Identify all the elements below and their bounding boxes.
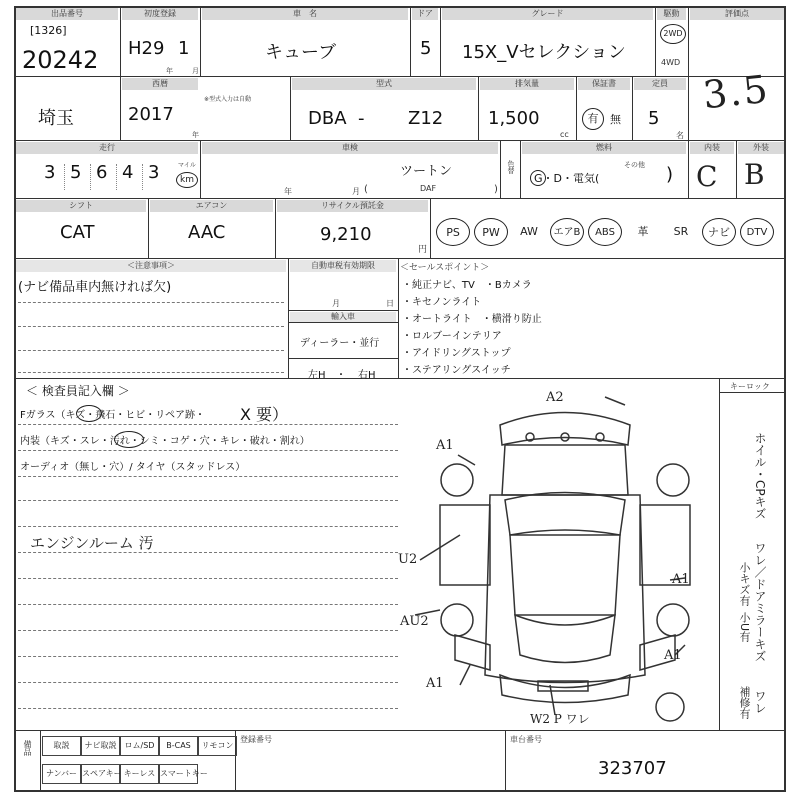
equipment-cell: キーレス	[120, 764, 159, 784]
type-label: 型式	[292, 78, 476, 90]
mileage-digit: 5	[70, 162, 82, 183]
inspect-month: 月	[352, 187, 360, 196]
seats-unit: 名	[676, 131, 684, 140]
grade-value: 15X_Vセレクション	[462, 42, 626, 63]
lot-number: 20242	[22, 46, 99, 74]
inspect-paren-open: (	[364, 184, 368, 195]
cc-value: 1,500	[488, 108, 540, 129]
type-code: Z12	[408, 108, 444, 129]
equipment-cell: スマートキー	[159, 764, 198, 784]
model-name: キューブ	[265, 42, 337, 63]
option-pw-badge: PW	[474, 218, 508, 246]
side-text-2: ワレ／ドアミラーキズ	[753, 542, 767, 662]
steer-left: 左H	[308, 370, 326, 381]
equipment-cell: 取説	[42, 736, 81, 756]
shift-value: CAT	[60, 222, 95, 243]
fuel-other: その他	[624, 161, 645, 169]
reg-month: 1	[178, 38, 190, 59]
drive-2wd-circled: 2WD	[660, 24, 686, 44]
reg-label: 初度登録	[122, 8, 198, 20]
tax-deadline-label: 自動車税有効期限	[290, 260, 396, 272]
interior-value: C	[696, 160, 718, 193]
glass-stone-circle	[76, 405, 102, 422]
fuel-close: )	[666, 164, 674, 185]
mileage-label: 走行	[16, 142, 198, 154]
option-abs-badge: ABS	[588, 218, 622, 246]
option-sr-badge: SR	[673, 225, 689, 238]
mileage-digit: 4	[122, 162, 134, 183]
tax-deadline-day: 日	[386, 299, 394, 308]
mileage-digit: 3	[148, 162, 160, 183]
interior-dirt-circle	[114, 431, 144, 448]
warranty-label: 保証書	[578, 78, 630, 90]
warranty-yes-circled: 有	[582, 108, 604, 130]
option-aw-badge: AW	[520, 225, 538, 238]
inspector-header: ＜ 検査員記入欄 ＞	[26, 384, 130, 398]
chassis-note: ※型式入力は自動	[204, 96, 252, 103]
key-lock-label: キーロック	[730, 382, 770, 391]
reg-number-label: 登録番号	[240, 735, 272, 744]
mark-au2: AU2	[400, 614, 429, 629]
recycle-unit: 円	[418, 245, 428, 255]
footer-left-col: 備品	[23, 740, 32, 756]
sales-point: ・ステアリングスイッチ	[402, 365, 511, 376]
import-label: 輸入車	[290, 312, 396, 322]
type-prefix: DBA	[308, 108, 347, 129]
equipment-cell: ロム/SD	[120, 736, 159, 756]
equipment-cell: ナビ取説	[81, 736, 120, 756]
mark-rear-bumper: W2 P ワレ	[530, 712, 590, 726]
side-text-3: 小キズ有	[738, 562, 751, 606]
mark-u2: U2	[398, 552, 418, 567]
sales-header: ＜セールスポイント＞	[400, 263, 490, 273]
import-value: ディーラー・並行	[300, 338, 380, 349]
equipment-cell: スペアキー	[81, 764, 120, 784]
sales-point: ・オートライト ・横滑り防止	[402, 314, 542, 325]
model-label: 車 名	[202, 8, 408, 20]
cc-unit: cc	[560, 130, 569, 139]
equipment-cell: ナンバー	[42, 764, 81, 784]
option-ps-badge: PS	[436, 218, 470, 246]
inspector-audio: オーディオ（無し・穴）/ タイヤ（スタッドレス）	[20, 462, 246, 473]
color-value: ツートン	[400, 164, 453, 179]
option-b-badge: エアB	[550, 218, 584, 246]
drive-label: 駆動	[657, 8, 686, 20]
notes-header: ＜注意事項＞	[16, 260, 286, 272]
chassis-number: 323707	[598, 758, 667, 779]
equipment-cell: B-CAS	[159, 736, 198, 756]
handwritten-note: エンジンルーム 汚	[30, 534, 154, 552]
inspect-label: 車検	[202, 142, 498, 154]
inspector-interior: 内装（キズ・スレ・汚れ・シミ・コゲ・穴・キレ・破れ・割れ）	[20, 436, 310, 447]
mark-a1-front-left: A1	[436, 438, 454, 453]
fuel-value: G・D・電気(	[534, 172, 600, 185]
inspect-paren-close: )	[494, 184, 498, 195]
shift-label: シフト	[16, 200, 146, 212]
warranty-no: 無	[610, 113, 621, 126]
lot-label: 出品番号	[16, 8, 118, 20]
doors-label: ドア	[412, 8, 438, 20]
doors-value: 5	[420, 38, 432, 59]
recycle-value: 9,210	[320, 224, 372, 245]
year-unit: 年	[192, 131, 199, 139]
seats-label: 定員	[634, 78, 686, 90]
year-value: 2017	[128, 104, 174, 125]
chassis-number-label: 車台番号	[510, 735, 542, 744]
mileage-km-circled: km	[176, 172, 198, 188]
ac-label: エアコン	[150, 200, 273, 212]
inspector-glass: Fガラス（キズ・飛石・ヒビ・リペア跡・	[20, 410, 206, 421]
fuel-label: 燃料	[522, 142, 686, 154]
sales-point: ・キセノンライト	[402, 297, 482, 308]
reg-era: H29	[128, 38, 165, 59]
grade-label: グレード	[442, 8, 653, 20]
mileage-mile: マイル	[178, 162, 196, 169]
reg-year-unit: 年	[166, 67, 173, 75]
recycle-label: リサイクル預託金	[277, 200, 428, 212]
notes-line1: (ナビ備品車内無ければ欠)	[18, 280, 172, 295]
seats-value: 5	[648, 108, 660, 129]
year-label: 西暦	[122, 78, 198, 90]
score-label: 評価点	[690, 8, 784, 20]
sales-point: ・アイドリングストップ	[402, 348, 511, 359]
side-text-6: 補修有	[738, 686, 751, 719]
mileage-digit: 3	[44, 162, 56, 183]
mark-a1-rear-right: A1	[664, 648, 682, 663]
side-text-4: ワレ	[753, 690, 767, 714]
option--badge: 革	[637, 225, 649, 238]
steer-dot: ・	[336, 370, 346, 381]
type-dash: -	[358, 108, 365, 129]
score-value: 3.5	[700, 66, 772, 118]
exterior-value: B	[744, 158, 765, 191]
color-sub: DAF	[420, 184, 437, 193]
steer-right: 右H	[358, 370, 376, 381]
color-side: 色替	[507, 160, 515, 174]
prefecture: 埼玉	[38, 108, 74, 129]
interior-label: 内装	[690, 142, 734, 154]
inspector-glass-mark: X 要）	[240, 405, 289, 424]
drive-4wd: 4WD	[661, 58, 681, 67]
mark-a1-right: A1	[672, 572, 690, 587]
car-damage-diagram	[400, 385, 730, 730]
tax-deadline-month: 月	[332, 299, 340, 308]
ac-value: AAC	[188, 222, 226, 243]
mark-a2: A2	[546, 390, 564, 405]
side-text-1: ホイル・CPキズ	[753, 432, 767, 520]
exterior-label: 外装	[738, 142, 784, 154]
side-text-5: 小U有	[738, 612, 751, 643]
lot-bracket: [1326]	[30, 24, 67, 37]
sales-point: ・ロルブーインテリア	[402, 331, 502, 342]
option--badge: ナビ	[702, 218, 736, 246]
mileage-digit: 6	[96, 162, 108, 183]
inspect-year: 年	[284, 187, 292, 196]
sales-point: ・純正ナビ、TV ・Bカメラ	[402, 280, 532, 291]
option-dtv-badge: DTV	[740, 218, 774, 246]
cc-label: 排気量	[480, 78, 574, 90]
mark-a1-rear-left: A1	[426, 676, 444, 691]
equipment-cell: リモコン	[198, 736, 237, 756]
reg-month-unit: 月	[192, 67, 199, 75]
